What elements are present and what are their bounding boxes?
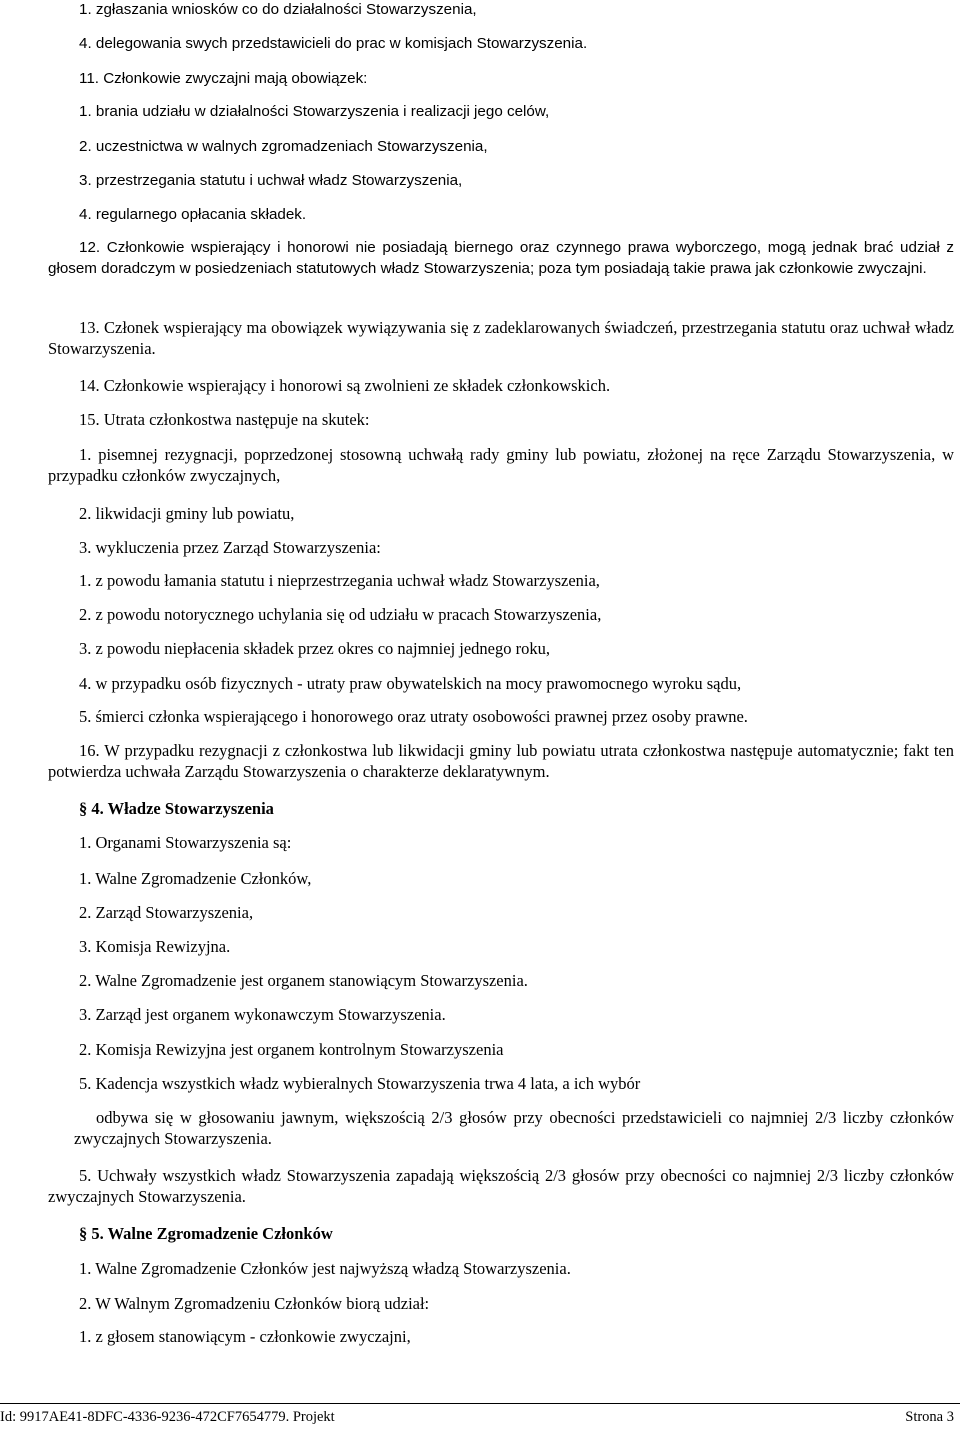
list-item: 2. Walne Zgromadzenie jest organem stanowiącym Stowarzyszenia. bbox=[79, 971, 528, 990]
list-item: 2. Zarząd Stowarzyszenia, bbox=[79, 903, 254, 922]
list-item: 2. uczestnictwa w walnych zgromadzeniach Stowarzyszenia, bbox=[79, 138, 488, 155]
list-item: 1. brania udziału w działalności Stowarzyszenia i realizacji jego celów, bbox=[79, 103, 550, 120]
list-item: 3. przestrzegania statutu i uchwał władz Stowarzyszenia, bbox=[79, 172, 463, 189]
list-item: 4. w przypadku osób fizycznych - utraty praw obywatelskich na mocy prawomocnego wyroku sądu, bbox=[79, 674, 742, 693]
paragraph-12: 12. Członkowie wspierający i honorowi nie posiadają biernego oraz czynnego prawa wyborczego, mogą jednak brać udział z głosem doradczym w posiedzeniach statutowych władz Stowarzyszenia; poza tym posiadają takie prawa jak członkowie zwyczajni. bbox=[48, 239, 954, 277]
list-item: 5. Kadencja wszystkich władz wybieralnych Stowarzyszenia trwa 4 lata, a ich wybór bbox=[79, 1074, 641, 1093]
list-item: 1. Walne Zgromadzenie Członków jest najwyższą władzą Stowarzyszenia. bbox=[79, 1259, 571, 1278]
paragraph-item: 5. Uchwały wszystkich władz Stowarzyszenia zapadają większością 2/3 głosów przy obecności co najmniej 2/3 liczby członków zwyczajnych Stowarzyszenia. bbox=[48, 1166, 954, 1206]
list-item: 2. Komisja Rewizyjna jest organem kontrolnym Stowarzyszenia bbox=[79, 1040, 504, 1059]
list-item: 2. z powodu notorycznego uchylania się od udziału w pracach Stowarzyszenia, bbox=[79, 605, 602, 624]
section-item: 14. Członkowie wspierający i honorowi są zwolnieni ze składek członkowskich. bbox=[79, 376, 611, 395]
list-item: 1. Walne Zgromadzenie Członków, bbox=[79, 869, 312, 888]
paragraph-16: 16. W przypadku rezygnacji z członkostwa lub likwidacji gminy lub powiatu utrata członkostwa następuje automatycznie; fakt ten potwierdza uchwała Zarządu Stowarzyszenia o charakterze deklaratywnym. bbox=[48, 741, 954, 781]
section-heading: § 5. Walne Zgromadzenie Członków bbox=[79, 1224, 333, 1243]
paragraph-continuation: odbywa się w głosowaniu jawnym, większością 2/3 głosów przy obecności przedstawicieli co najmniej 2/3 liczby członków zwyczajnych Stowarzyszenia. bbox=[74, 1108, 954, 1148]
list-item: 3. z powodu niepłacenia składek przez okres co najmniej jednego roku, bbox=[79, 639, 550, 658]
list-item: 3. Zarząd jest organem wykonawczym Stowarzyszenia. bbox=[79, 1005, 446, 1024]
list-item: 1. Organami Stowarzyszenia są: bbox=[79, 833, 292, 852]
list-item: 2. W Walnym Zgromadzeniu Członków biorą udział: bbox=[79, 1294, 430, 1313]
document-id: Id: 9917AE41-8DFC-4336-9236-472CF7654779. Projekt bbox=[0, 1409, 335, 1425]
section-item: 11. Członkowie zwyczajni mają obowiązek: bbox=[79, 70, 368, 87]
list-item: 2. likwidacji gminy lub powiatu, bbox=[79, 504, 295, 523]
list-item: 3. Komisja Rewizyjna. bbox=[79, 937, 231, 956]
section-heading: § 4. Władze Stowarzyszenia bbox=[79, 799, 274, 818]
list-item: 1. zgłaszania wniosków co do działalności Stowarzyszenia, bbox=[79, 1, 477, 18]
paragraph-13: 13. Członek wspierający ma obowiązek wywiązywania się z zadeklarowanych świadczeń, przestrzegania statutu oraz uchwał władz Stowarzyszenia. bbox=[48, 318, 954, 358]
page-number: Strona 3 bbox=[905, 1409, 954, 1425]
section-item: 15. Utrata członkostwa następuje na skutek: bbox=[79, 410, 370, 429]
list-item: 4. regularnego opłacania składek. bbox=[79, 206, 307, 223]
list-item: 3. wykluczenia przez Zarząd Stowarzyszenia: bbox=[79, 538, 381, 557]
list-item: 5. śmierci członka wspierającego i honorowego oraz utraty osobowości prawnej przez osoby prawne. bbox=[79, 707, 748, 726]
list-item: 4. delegowania swych przedstawicieli do prac w komisjach Stowarzyszenia. bbox=[79, 35, 588, 52]
paragraph-item: 1. pisemnej rezygnacji, poprzedzonej stosowną uchwałą rady gminy lub powiatu, złożonej na ręce Zarządu Stowarzyszenia, w przypadku członków zwyczajnych, bbox=[48, 445, 954, 485]
list-item: 1. z powodu łamania statutu i nieprzestrzegania uchwał władz Stowarzyszenia, bbox=[79, 571, 600, 590]
list-item: 1. z głosem stanowiącym - członkowie zwyczajni, bbox=[79, 1327, 411, 1346]
footer-divider bbox=[0, 1403, 960, 1404]
